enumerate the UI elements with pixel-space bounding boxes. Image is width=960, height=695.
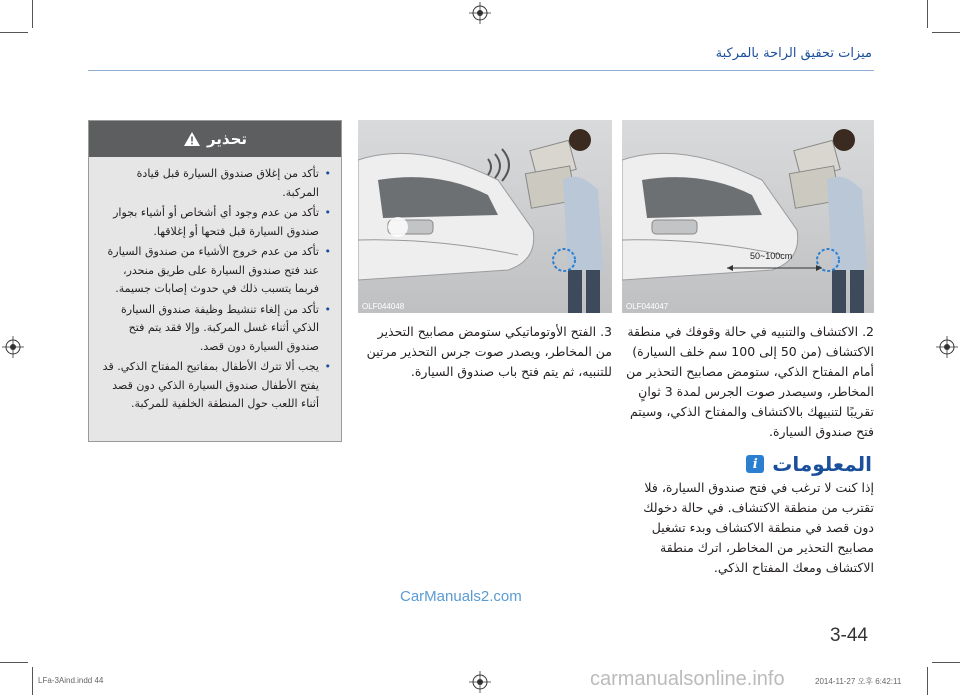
car-trunk-illustration: [358, 120, 612, 313]
footer-date: 2014-11-27 오후 6:42:11: [815, 677, 902, 686]
info-icon: i: [746, 455, 764, 473]
registration-mark-icon: [469, 671, 491, 693]
figure-detection: [622, 120, 874, 313]
warning-title: تحذير: [206, 130, 248, 148]
page-number: 3-44: [829, 625, 868, 646]
warning-item: • تأكد من إغلاق صندوق السيارة قبل قيادة المركبة.: [97, 165, 331, 202]
warning-header: [89, 121, 341, 157]
warning-triangle-icon: [183, 131, 201, 147]
item-3-paragraph: 3. الفتح الأوتوماتيكي ستومض مصابيح التحذير من المخاطر، ويصدر صوت جرس التحذير مرتين للتنبيه، ثم يتم فتح باب صندوق السيارة.: [366, 324, 612, 379]
crop-mark: [932, 32, 960, 33]
figure-code: OLF044048: [362, 302, 405, 311]
warning-item: • تأكد من إلغاء تنشيط وظيفة صندوق السيارة الذكي أثناء غسل المركبة. وإلا فقد يتم فتح صندوق السيارة دون قصد.: [97, 301, 331, 357]
registration-mark-icon: [2, 336, 24, 358]
crop-mark: [932, 662, 960, 663]
crop-mark: [0, 32, 28, 33]
warning-list: [89, 157, 341, 414]
section-title: ميزات تحقيق الراحة بالمركبة: [715, 46, 872, 61]
registration-mark-icon: [469, 2, 491, 24]
figure-auto-open: [358, 120, 612, 313]
information-paragraph: إذا كنت لا ترغب في فتح صندوق السيارة، فلا تقترب من منطقة الاكتشاف. في حالة دخولك دون قصد في منطقة الاكتشاف وبدء تشغيل مصابيح التحذير من المخاطر، اترك منطقة الاكتشاف ومعك المفتاح الذكي.: [643, 480, 874, 575]
footer-file: LFa-3Aind.indd 44: [38, 676, 104, 685]
watermark: CarManuals2.com: [400, 588, 522, 605]
crop-mark: [0, 662, 28, 663]
crop-mark: [32, 0, 33, 28]
crop-mark: [927, 667, 928, 695]
crop-mark: [927, 0, 928, 28]
header-rule: [88, 70, 874, 71]
footer-watermark: carmanualsonline.info: [590, 668, 785, 690]
warning-item: • يجب ألا تترك الأطفال بمفاتيح المفتاح الذكي. قد يفتح الأطفال صندوق السيارة الذكي دون قصد أثناء اللعب حول المنطقة الخلفية للمركبة.: [97, 358, 331, 414]
figure-code: OLF044047: [626, 302, 669, 311]
information-heading: [746, 452, 872, 476]
registration-mark-icon: [936, 336, 958, 358]
information-title: المعلومات: [772, 452, 872, 476]
warning-item: • تأكد من عدم خروج الأشياء من صندوق السيارة عند فتح صندوق السيارة على طريق منحدر، فربما يتسبب ذلك في حدوث إصابات جسيمة.: [97, 243, 331, 299]
crop-mark: [32, 667, 33, 695]
warning-box: [88, 120, 342, 442]
warning-item: • تأكد من عدم وجود أي أشخاص أو أشياء بجوار صندوق السيارة قبل فتحها أو إغلاقها.: [97, 204, 331, 241]
distance-label: 50~100cm: [750, 251, 793, 261]
item-2-paragraph: 2. الاكتشاف والتنبيه في حالة وقوفك في منطقة الاكتشاف (من 50 إلى 100 سم خلف السيارة) أمام المفتاح الذكي، ستومض مصابيح التحذير من المخاطر، وسيصدر صوت الجرس لمدة 3 ثوانٍ تقريبًا لتنبيهك بالاكتشاف والمفتاح الذكي، وسيتم فتح صندوق السيارة.: [626, 324, 874, 439]
car-rear-illustration: [622, 120, 874, 313]
